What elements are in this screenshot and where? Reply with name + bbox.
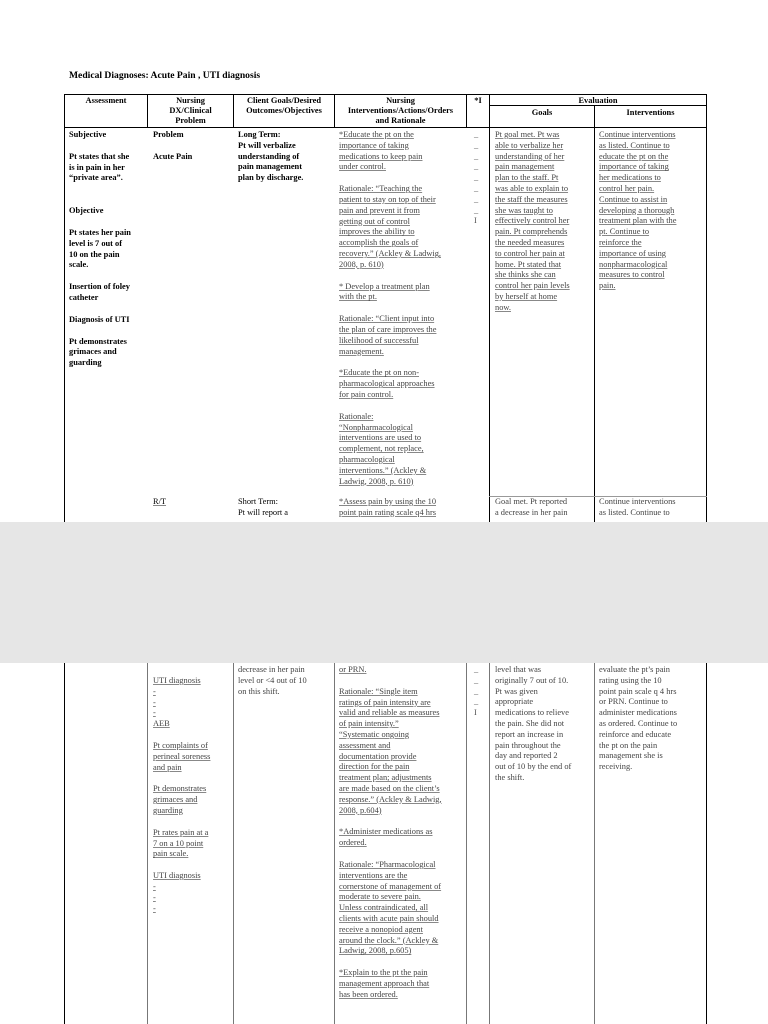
header-eval-interventions: Interventions: [626, 108, 675, 117]
assessment-column: Subjective Pt states that she is in pain in her “private area”. Objective Pt states her pain level is 7 out of 10 on the pain scale. Insertion of foley catheter Diagnosis of UTI Pt demonstrates grimaces and guarding: [69, 130, 131, 368]
client-goals-short-term: Short Term: Pt will report a: [238, 497, 289, 517]
client-goals-continued: decrease in her pain level or <4 out of 10 on this shift.: [238, 665, 307, 696]
nursing-dx-continued: UTI diagnosis - - - AEB Pt complaints of perineal soreness and pain Pt demonstrates grimaces and guarding Pt rates pain at a 7 on a 10 point pain scale. UTI diagnosis - - -: [153, 676, 211, 913]
header-eval-goals: Goals: [531, 108, 553, 117]
evaluation-goals: Pt goal met. Pt was able to verbalize her understanding of her pain management plan to the staff. Pt was able to explain to the staff the measures she was taught to effectively control her pain. Pt comprehends the needed measures to control her pain at home. Pt stated that she thinks she can control her pain levels by herself at home now.: [495, 130, 570, 312]
document-page-2: [0, 663, 768, 1024]
header-interventions: Nursing Interventions/Actions/Orders and Rationale: [347, 96, 454, 125]
interventions-assess-pain: *Assess pain by using the 10 point pain rating scale q4 hrs: [339, 497, 437, 517]
col-divider: [489, 94, 490, 522]
header-evaluation: Evaluation: [578, 96, 618, 105]
col-divider: [147, 663, 148, 1024]
header-nursing-dx: Nursing DX/Clinical Problem: [169, 96, 212, 125]
header-client-goals: Client Goals/Desired Outcomes/Objectives: [246, 96, 322, 115]
table-left-border: [64, 94, 65, 522]
dx-related-to: R/T: [153, 497, 167, 506]
interventions-column: *Educate the pt on the importance of taking medications to keep pain under control. Rationale: “Teaching the patient to stay on top of their pain and prevent it from getting out of control improves the ability to accomplish the goals of recovery.” (Ackley & Ladwig, 2008, p. 610) * Develop a treatment plan with the pt. Rationale: “Client input into the plan of care improves the likelihood of successful management. *Educate the pt on non- pharmacological approaches for pain control. Rationale: “Nonpharmacological interventions are used to complement, not replace, pharmacological interventions.” (Ackley & Ladwig, 2008, p. 610): [339, 130, 442, 486]
header-bottom-border: [64, 127, 707, 128]
col-divider: [334, 663, 335, 1024]
evaluation-interventions-continued: evaluate the pt’s pain rating using the 10 point pain scale q 4 hrs or PRN. Continue to administer medications as ordered. Continue to reinforce and educate the pt on the pain management she is receiving.: [599, 665, 678, 772]
nursing-dx-column: Problem Acute Pain: [153, 130, 193, 161]
table-left-border: [64, 663, 65, 1024]
implemented-marks: _ _ _ _ _ _ _ _ I: [474, 130, 479, 226]
evaluation-goals-short-term: Goal met. Pt reported a decrease in her pain: [495, 497, 568, 517]
document-title: Medical Diagnoses: Acute Pain , UTI diagnosis: [69, 70, 261, 81]
table-top-border: [64, 94, 707, 95]
header-assessment: Assessment: [85, 96, 127, 105]
evaluation-interventions-short-term: Continue interventions as listed. Continue to: [599, 497, 676, 517]
page-gap: [0, 522, 768, 663]
evaluation-goals-continued: level that was originally 7 out of 10. Pt was given appropriate medications to relieve the pain. She did not report an increase in pain throughout the day and reported 2 out of 10 by the end of the shift.: [495, 665, 572, 782]
implemented-marks: _ _ _ _ I: [474, 665, 479, 718]
evaluation-interventions: Continue interventions as listed. Continue to educate the pt on the importance of taking her medications to control her pain. Continue to assist in developing a thorough treatment plan with the pt. Continue to reinforce the importance of using nonpharmacological measures to control pain.: [599, 130, 677, 291]
interventions-continued: or PRN. Rationale: “Single item ratings of pain intensity are valid and reliable as measures of pain intensity.” “Systematic ongoing assessment and documentation provide direction for the pain treatment plan; adjustments are made based on the client’s response.” (Ackley & Ladwig, 2008, p.604) *Administer medications as ordered. Rationale: “Pharmacological interventions are the cornerstone of management of moderate to severe pain. Unless contraindicated, all clients with acute pain should receive a nonopiod agent around the clock.” (Ackley & Ladwig, 2008, p.605) *Explain to the pt the pain management approach that has been ordered.: [339, 665, 442, 999]
col-divider: [233, 663, 234, 1024]
header-implemented: *I: [474, 96, 482, 105]
client-goals-long-term: Long Term: Pt will verbalize understanding of pain management plan by discharge.: [238, 130, 304, 183]
col-divider: [489, 663, 490, 1024]
